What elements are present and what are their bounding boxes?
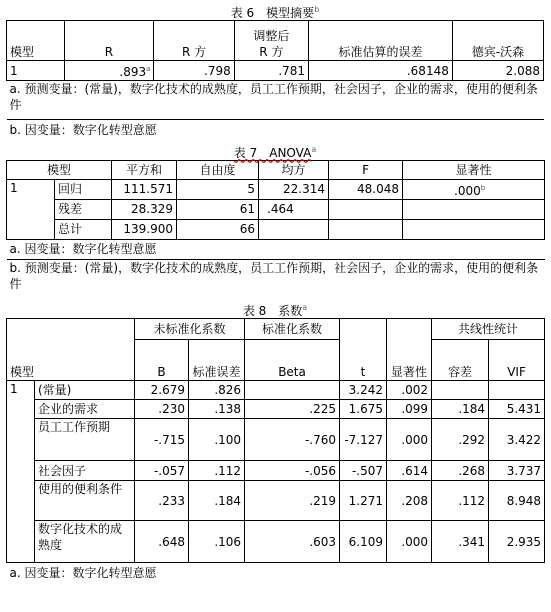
table6-cell-r <box>64 61 154 81</box>
table7-caption <box>6 140 544 160</box>
table8-row3-beta: -.056 <box>245 461 340 481</box>
table8-note-a: a. 因变量：数字化转型意愿 <box>7 563 545 583</box>
table6-cell-adj-r2: .781 <box>234 61 308 81</box>
table-row <box>7 419 545 461</box>
table-row <box>7 179 545 199</box>
table8-row4-t: 1.271 <box>340 481 387 521</box>
table8-caption-text: 表 8 系数 <box>242 304 303 318</box>
table8-coefficients <box>6 318 545 583</box>
table7-row1-df: 61 <box>177 199 259 219</box>
table8-header-beta: Beta <box>245 340 340 381</box>
table7-row0-ss: 111.571 <box>112 179 177 199</box>
table7-row2-ss: 139.900 <box>112 219 177 239</box>
table-row <box>7 199 545 219</box>
document-page <box>6 0 544 583</box>
table8-row4-label: 使用的便利条件 <box>35 481 135 521</box>
table7-row0-sig-value: .000 <box>454 183 481 198</box>
table7-header-f: F <box>329 160 403 179</box>
table8-row5-b: .648 <box>135 521 189 563</box>
table8-row3-se: .112 <box>189 461 245 481</box>
table8-header-vif: VIF <box>489 340 545 381</box>
table8-header-colin: 共线性统计 <box>432 319 545 340</box>
table6-header-r2: R 方 <box>154 21 234 61</box>
table6-cell-r-value: .893 <box>119 65 147 79</box>
table7-note-a: a. 因变量：数字化转型意愿 <box>7 239 545 259</box>
table8-row0-beta <box>245 381 340 400</box>
table8-row5-t: 6.109 <box>340 521 387 563</box>
table7-row2-f <box>329 219 403 239</box>
table8-row3-b: -.057 <box>135 461 189 481</box>
table7-row2-label: 总计 <box>55 219 112 239</box>
table8-header-se: 标准误差 <box>189 340 245 381</box>
table8-header-tol: 容差 <box>432 340 489 381</box>
table6-header-model: 模型 <box>7 21 65 61</box>
table-row <box>7 521 545 563</box>
table7-row0-f: 48.048 <box>329 179 403 199</box>
table6-note-a: a. 预测变量：(常量)，数字化技术的成熟度，员工工作预期，社会因子，企业的需求，使用的便利条件 <box>7 81 544 120</box>
table8-row4-vif: 8.948 <box>489 481 545 521</box>
table7-row1-ss: 28.329 <box>112 199 177 219</box>
table8-row2-tol: .292 <box>432 419 489 461</box>
table8-row3-sig: .614 <box>387 461 432 481</box>
table8-row0-tol <box>432 381 489 400</box>
table8-header-unstd: 未标准化系数 <box>135 319 245 340</box>
table7-caption-mark: a <box>311 144 317 154</box>
table7-header-sig: 显著性 <box>403 160 545 179</box>
table8-caption <box>6 298 544 318</box>
table8-row5-beta: .603 <box>245 521 340 563</box>
table8-header-model: 模型 <box>7 319 135 381</box>
table8-row3-label: 社会因子 <box>35 461 135 481</box>
table8-row0-label: (常量) <box>35 381 135 400</box>
table8-row2-label: 员工工作预期 <box>35 419 135 461</box>
table8-row1-beta: .225 <box>245 400 340 419</box>
table8-row2-sig: .000 <box>387 419 432 461</box>
table7-row2-df: 66 <box>177 219 259 239</box>
table7-caption-text: 表 7 ANOVA <box>233 145 312 160</box>
table6-caption-text: 表 6 模型摘要 <box>230 6 315 20</box>
table7-row0-sig <box>403 179 545 199</box>
table8-row4-beta: .219 <box>245 481 340 521</box>
table8-row1-vif: 5.431 <box>489 400 545 419</box>
table6-note-b: b. 因变量：数字化转型意愿 <box>7 120 544 140</box>
table8-header-sig: 显著性 <box>387 319 432 381</box>
table8-row4-b: .233 <box>135 481 189 521</box>
table6-header-dw: 德宾-沃森 <box>452 21 543 61</box>
table7-header-df: 自由度 <box>177 160 259 179</box>
table8-row5-vif: 2.935 <box>489 521 545 563</box>
table6-cell-r2: .798 <box>154 61 234 81</box>
table-row <box>7 481 545 521</box>
table6-model-summary <box>6 20 544 140</box>
table6-caption <box>6 0 544 20</box>
table8-row1-sig: .099 <box>387 400 432 419</box>
table8-row2-t: -7.127 <box>340 419 387 461</box>
table7-row0-ms: 22.314 <box>259 179 329 199</box>
table8-row1-t: 1.675 <box>340 400 387 419</box>
table7-row2-ms <box>259 219 329 239</box>
table7-note-b: b. 预测变量：(常量)，数字化技术的成熟度，员工工作预期，社会因子，企业的需求，使用的便利条件 <box>7 259 545 298</box>
table6-cell-model: 1 <box>7 61 65 81</box>
table7-row0-label: 回归 <box>55 179 112 199</box>
table7-anova <box>6 160 545 299</box>
table8-row0-vif <box>489 381 545 400</box>
table8-row3-tol: .268 <box>432 461 489 481</box>
table8-row4-se: .184 <box>189 481 245 521</box>
table8-row0-sig: .002 <box>387 381 432 400</box>
table7-header-ms: 均方 <box>259 160 329 179</box>
table8-row0-t: 3.242 <box>340 381 387 400</box>
table8-row1-tol: .184 <box>432 400 489 419</box>
table8-row2-beta: -.760 <box>245 419 340 461</box>
table-row <box>7 381 545 400</box>
table-row <box>7 461 545 481</box>
table7-row0-sig-mark: b <box>480 183 486 192</box>
table8-row0-b: 2.679 <box>135 381 189 400</box>
table6-cell-se: .68148 <box>309 61 453 81</box>
table8-cell-model: 1 <box>7 381 35 563</box>
table8-row3-t: -.507 <box>340 461 387 481</box>
table8-caption-mark: a <box>302 303 308 312</box>
table8-row1-b: .230 <box>135 400 189 419</box>
table6-cell-r-mark: a <box>146 65 151 73</box>
table7-cell-model: 1 <box>7 179 55 239</box>
table7-header-model: 模型 <box>7 160 112 179</box>
table8-header-t: t <box>340 319 387 381</box>
table7-row1-ms: .464 <box>259 199 329 219</box>
table8-row1-se: .138 <box>189 400 245 419</box>
table7-row1-label: 残差 <box>55 199 112 219</box>
table7-row0-df: 5 <box>177 179 259 199</box>
table6-header-adj-r2-line2: R 方 <box>259 45 284 59</box>
table8-row4-sig: .208 <box>387 481 432 521</box>
table8-row0-se: .826 <box>189 381 245 400</box>
table7-header-ss: 平方和 <box>112 160 177 179</box>
table6-caption-mark: b <box>314 5 320 14</box>
table-row <box>7 61 544 81</box>
table8-header-b: B <box>135 340 189 381</box>
table8-row5-label: 数字化技术的成熟度 <box>35 521 135 563</box>
table7-row2-sig <box>403 219 545 239</box>
table8-row2-vif: 3.422 <box>489 419 545 461</box>
table6-header-r: R <box>64 21 154 61</box>
table7-row1-sig <box>403 199 545 219</box>
table6-cell-dw: 2.088 <box>452 61 543 81</box>
table8-row2-se: .100 <box>189 419 245 461</box>
table6-header-se: 标准估算的误差 <box>309 21 453 61</box>
table8-row3-vif: 3.737 <box>489 461 545 481</box>
table8-row5-tol: .341 <box>432 521 489 563</box>
table6-header-adj-r2-line1: 调整后 <box>253 29 290 43</box>
table7-row1-f <box>329 199 403 219</box>
table-row <box>7 400 545 419</box>
table8-row5-sig: .000 <box>387 521 432 563</box>
table8-row2-b: -.715 <box>135 419 189 461</box>
table8-header-std: 标准化系数 <box>245 319 340 340</box>
table8-row4-tol: .112 <box>432 481 489 521</box>
table8-row5-se: .106 <box>189 521 245 563</box>
table8-row1-label: 企业的需求 <box>35 400 135 419</box>
table6-header-adj-r2 <box>234 21 308 61</box>
table-row <box>7 219 545 239</box>
